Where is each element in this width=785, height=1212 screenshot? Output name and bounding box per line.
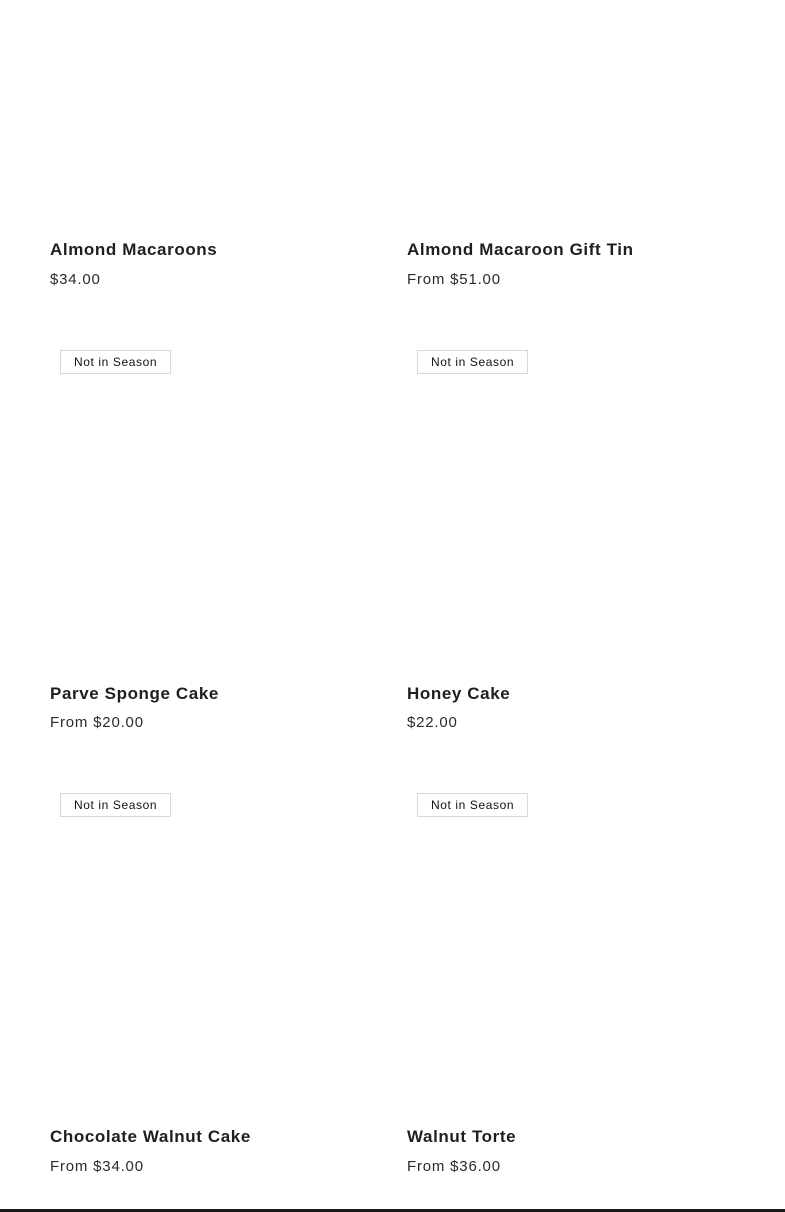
product-image[interactable]: [50, 338, 389, 668]
not-in-season-badge: Not in Season: [60, 350, 171, 374]
product-card[interactable]: [50, 781, 389, 1181]
product-card[interactable]: [407, 0, 746, 300]
product-price: $22.00: [407, 714, 458, 731]
product-image[interactable]: [407, 0, 746, 225]
product-card[interactable]: [50, 338, 389, 738]
product-price: From $34.00: [50, 1158, 144, 1175]
product-image[interactable]: [50, 0, 389, 225]
not-in-season-badge: Not in Season: [60, 793, 171, 817]
not-in-season-badge: Not in Season: [417, 350, 528, 374]
product-card[interactable]: [407, 781, 746, 1181]
product-price: From $20.00: [50, 714, 144, 731]
product-image[interactable]: [50, 781, 389, 1111]
product-card[interactable]: [407, 338, 746, 738]
product-title-link[interactable]: Almond Macaroon Gift Tin: [407, 240, 634, 259]
product-title-link[interactable]: Almond Macaroons: [50, 240, 218, 259]
product-image[interactable]: [407, 781, 746, 1111]
product-title-link[interactable]: Parve Sponge Cake: [50, 684, 219, 703]
product-title-link[interactable]: Honey Cake: [407, 684, 511, 703]
product-price: $34.00: [50, 271, 101, 288]
product-price: From $36.00: [407, 1158, 501, 1175]
product-title-link[interactable]: Chocolate Walnut Cake: [50, 1127, 251, 1146]
product-price: From $51.00: [407, 271, 501, 288]
product-card[interactable]: [50, 0, 389, 300]
product-image[interactable]: [407, 338, 746, 668]
product-title-link[interactable]: Walnut Torte: [407, 1127, 517, 1146]
not-in-season-badge: Not in Season: [417, 793, 528, 817]
